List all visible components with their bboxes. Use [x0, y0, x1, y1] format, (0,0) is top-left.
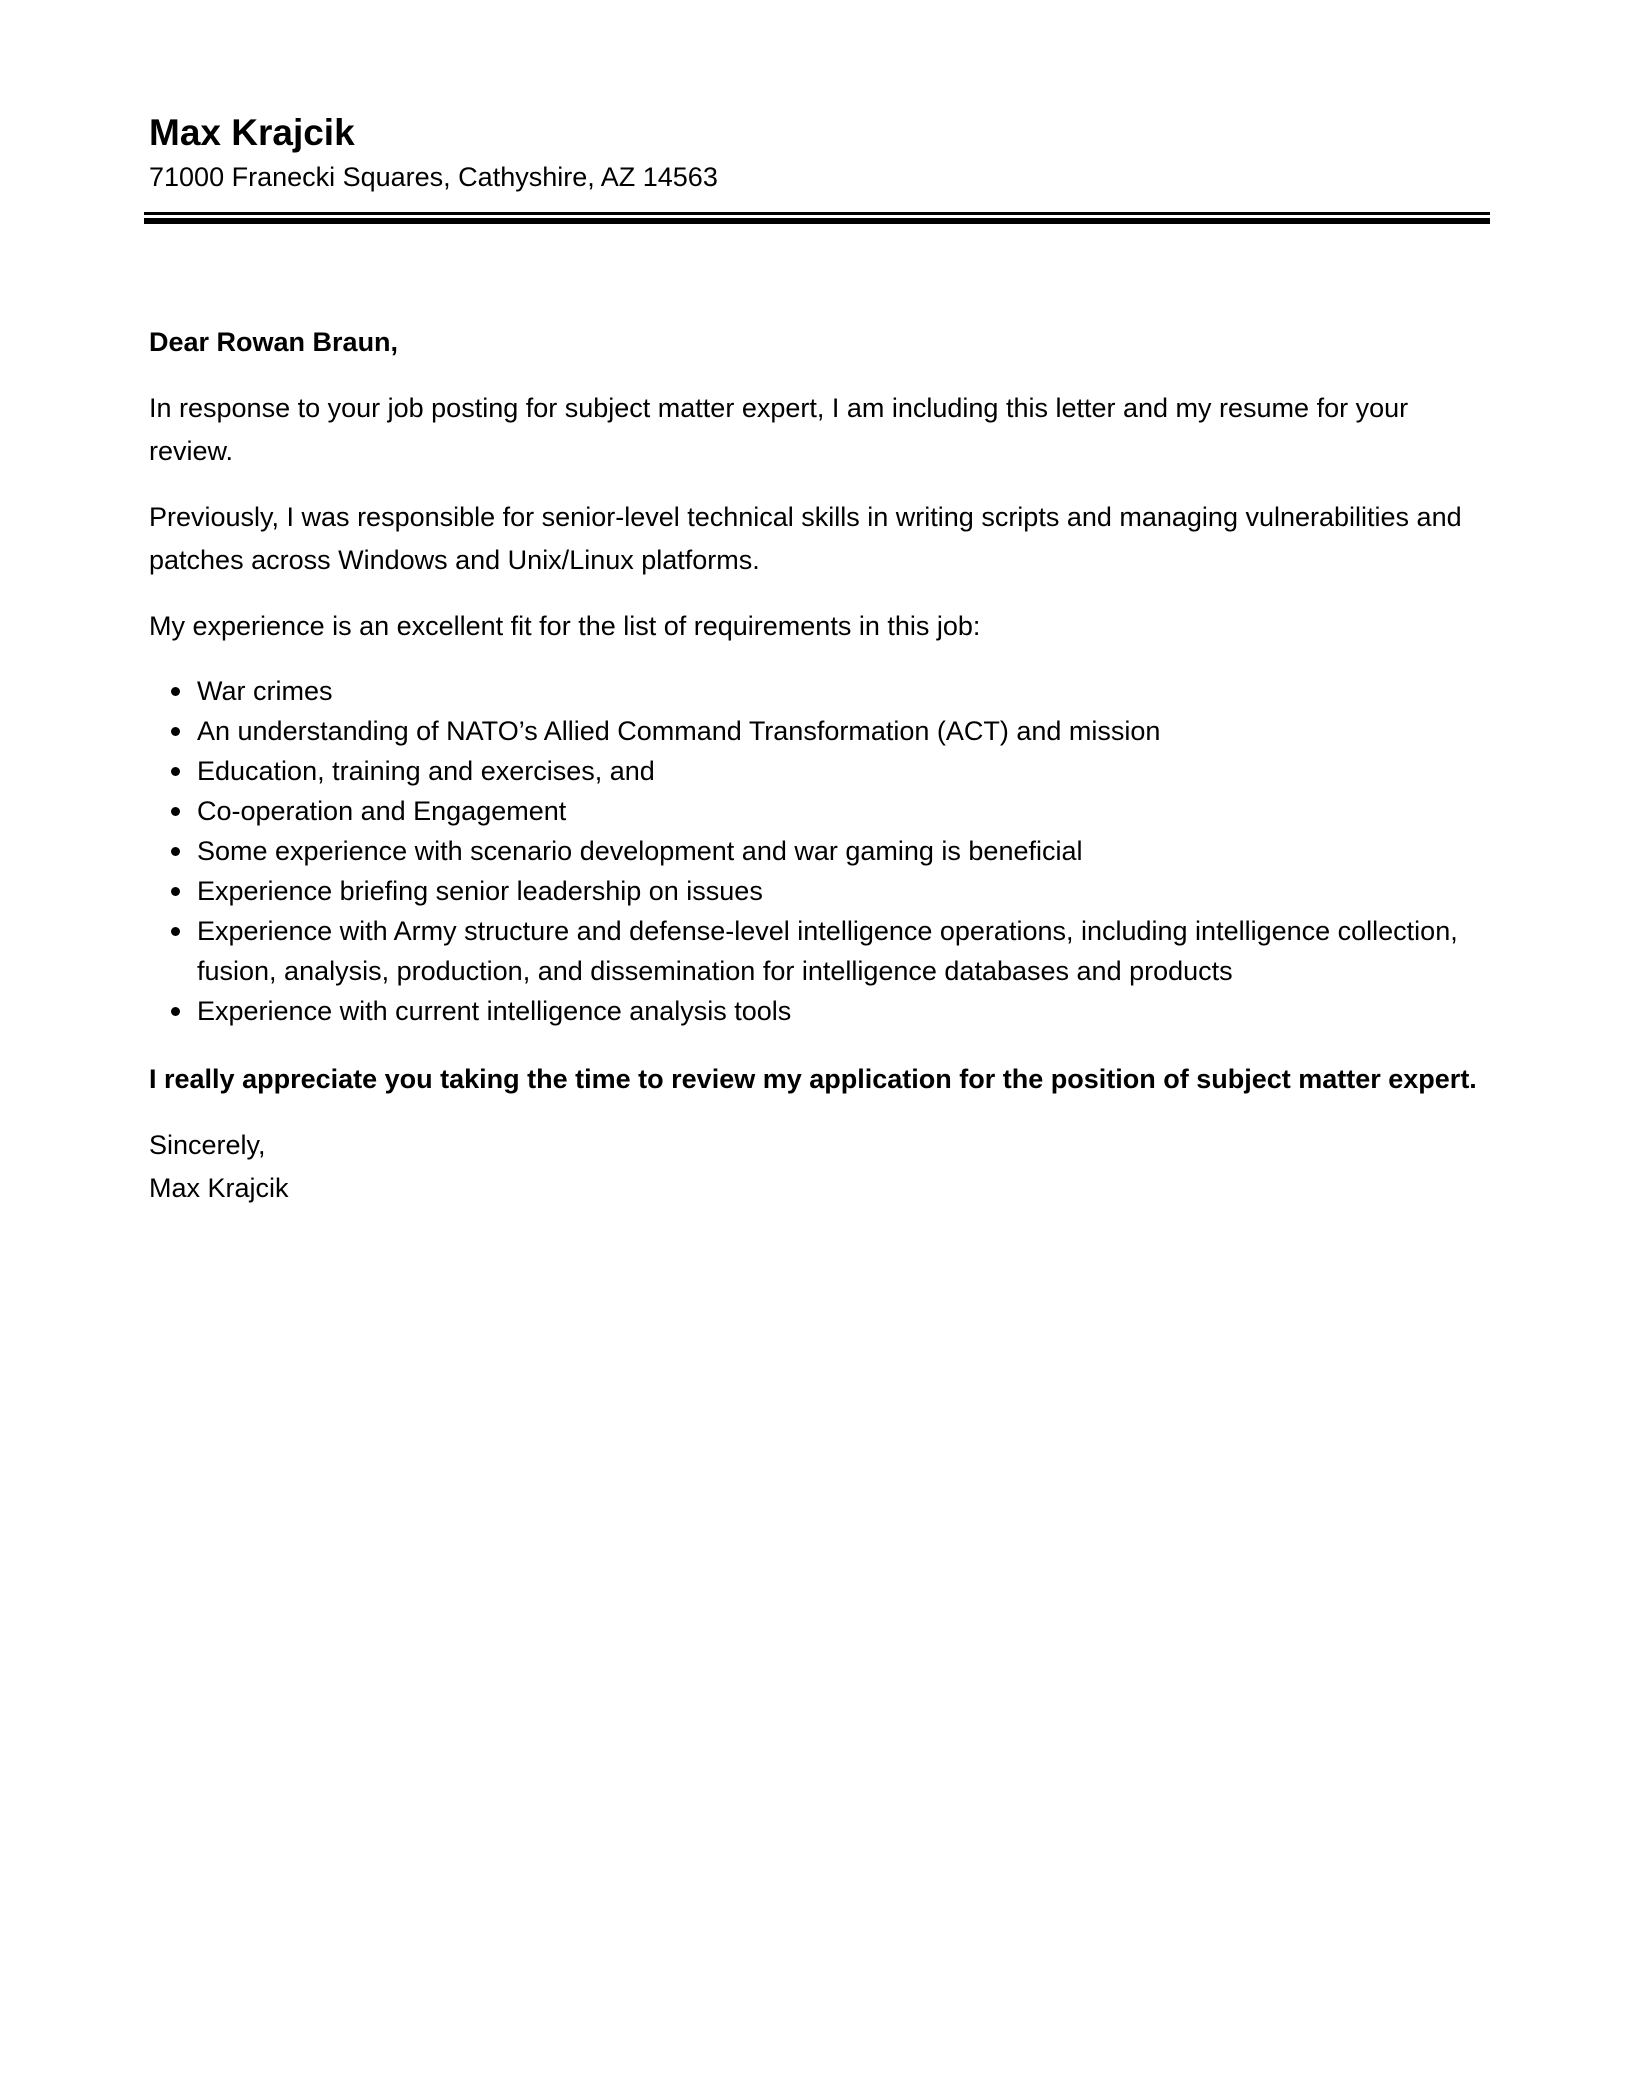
requirement-text: Education, training and exercises, and: [197, 756, 655, 786]
list-item: [149, 991, 1489, 1031]
previous-experience-paragraph: Previously, I was responsible for senior-level technical skills in writing scripts and managing vulnerabilities and patches across Windows and Unix/Linux platforms.: [149, 502, 1462, 575]
requirement-text: Experience with Army structure and defense-level intelligence operations, including intelligence collection, fusion, analysis, production, and dissemination for intelligence databases and products: [197, 916, 1458, 986]
bullet-icon: [171, 927, 180, 936]
intro-paragraph: In response to your job posting for subject matter expert, I am including this letter and my resume for your review.: [149, 393, 1409, 466]
header-divider: [144, 212, 1490, 224]
divider-thick-line: [144, 218, 1490, 224]
list-item: [149, 711, 1489, 751]
bullet-icon: [171, 767, 180, 776]
list-item: [149, 831, 1489, 871]
requirement-text: Experience with current intelligence analysis tools: [197, 996, 792, 1026]
salutation: Dear Rowan Braun,: [149, 327, 399, 357]
bullet-icon: [171, 727, 180, 736]
list-item: [149, 671, 1489, 711]
requirement-text: War crimes: [197, 676, 333, 706]
list-item: [149, 751, 1489, 791]
letter-body: [149, 321, 1489, 1210]
sender-address: 71000 Franecki Squares, Cathyshire, AZ 14563: [149, 162, 718, 192]
requirement-text: Some experience with scenario development and war gaming is beneficial: [197, 836, 1083, 866]
requirements-list: [149, 671, 1489, 1031]
signature: Max Krajcik: [149, 1173, 289, 1203]
requirement-text: Co-operation and Engagement: [197, 796, 567, 826]
closing: Sincerely,: [149, 1130, 266, 1160]
requirement-text: Experience briefing senior leadership on issues: [197, 876, 763, 906]
list-item: [149, 791, 1489, 831]
bullet-icon: [171, 1007, 180, 1016]
list-item: [149, 871, 1489, 911]
bullet-icon: [171, 687, 180, 696]
sender-name: Max Krajcik: [149, 112, 355, 153]
appreciation-paragraph: I really appreciate you taking the time to review my application for the position of subject matter expert.: [149, 1064, 1477, 1094]
fit-lead-paragraph: My experience is an excellent fit for the list of requirements in this job:: [149, 611, 981, 641]
bullet-icon: [171, 807, 180, 816]
requirement-text: An understanding of NATO’s Allied Command Transformation (ACT) and mission: [197, 716, 1161, 746]
letter-header: [149, 110, 1489, 196]
bullet-icon: [171, 847, 180, 856]
list-item: [149, 911, 1489, 991]
bullet-icon: [171, 887, 180, 896]
